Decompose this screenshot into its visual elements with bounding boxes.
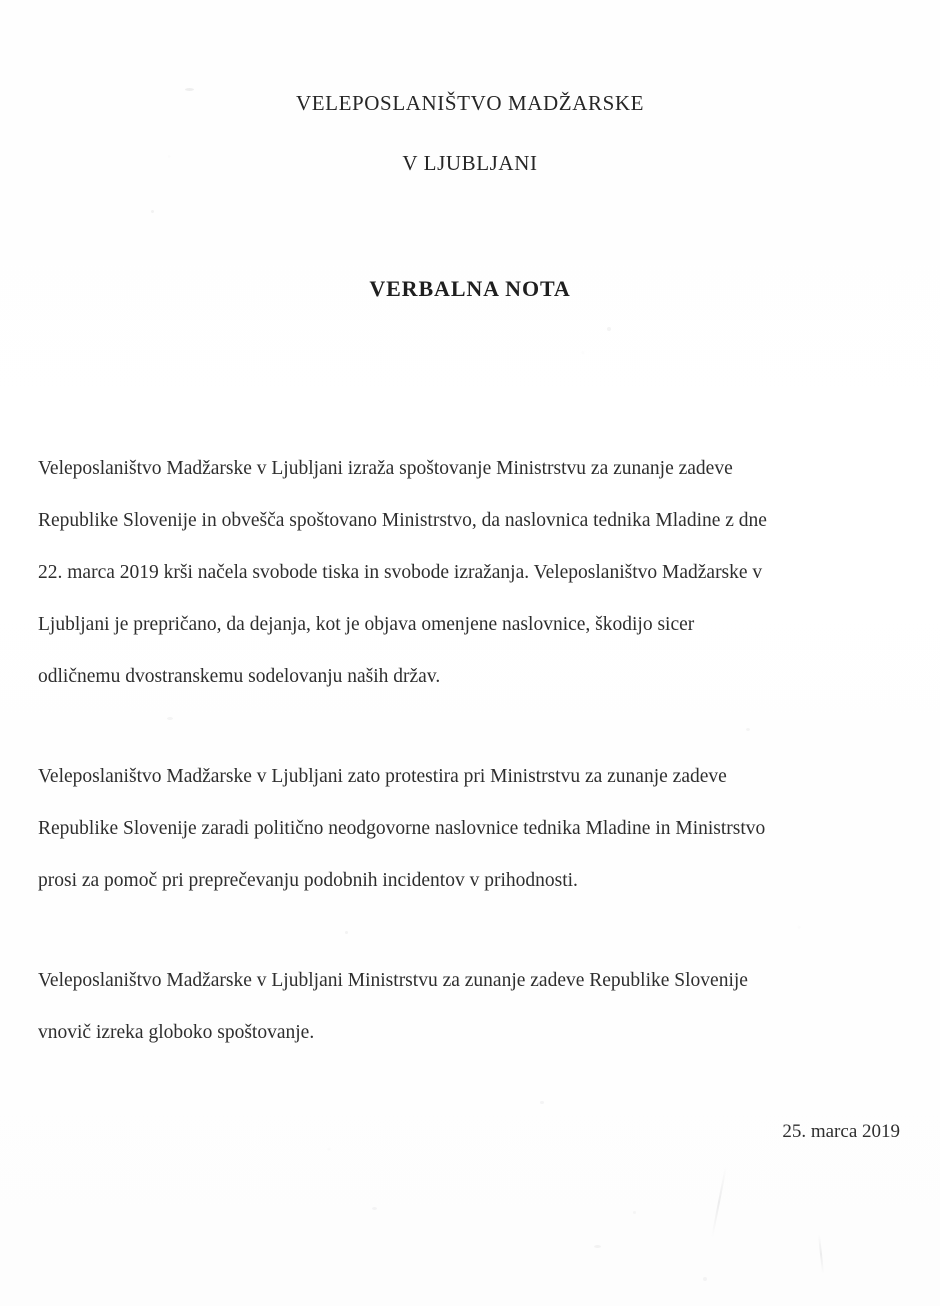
scan-speck	[372, 1207, 377, 1210]
text-line: Veleposlaništvo Madžarske v Ljubljani Ministrstvu za zunanje zadeve Republike Slovenije	[38, 970, 748, 991]
text-line: Veleposlaništvo Madžarske v Ljubljani izraža spoštovanje Ministrstvu za zunanje zadeve	[38, 458, 733, 479]
scan-speck	[594, 1245, 601, 1248]
scan-speck	[607, 327, 611, 331]
scan-speck	[151, 210, 154, 213]
scan-speck	[703, 1277, 707, 1281]
document-body	[38, 443, 902, 1059]
text-line: vnovič izreka globoko spoštovanje.	[38, 1022, 315, 1043]
text-line: Republike Slovenije in obvešča spoštovano Ministrstvo, da naslovnica tednika Mladine z dne	[38, 510, 767, 531]
text-line: Ljubljani je prepričano, da dejanja, kot je objava omenjene naslovnice, škodijo sicer	[38, 614, 695, 635]
scan-streak	[818, 1234, 824, 1274]
paragraph-3	[38, 955, 902, 1059]
document-date: 25. marca 2019	[782, 1121, 900, 1142]
scan-speck	[185, 88, 194, 91]
scan-speck	[540, 1101, 544, 1104]
letterhead	[0, 93, 940, 174]
paragraph-1	[38, 443, 902, 703]
paragraph-2	[38, 751, 902, 907]
text-line: Republike Slovenije zaradi politično neodgovorne naslovnice tednika Mladine in Ministrstvo	[38, 818, 766, 839]
scan-speck	[633, 1211, 636, 1214]
text-line: prosi za pomoč pri preprečevanju podobnih incidentov v prihodnosti.	[38, 870, 578, 891]
text-line: Veleposlaništvo Madžarske v Ljubljani zato protestira pri Ministrstvu za zunanje zadeve	[38, 766, 727, 787]
document-title: VERBALNA NOTA	[369, 276, 571, 301]
letterhead-line-2: V LJUBLJANI	[402, 151, 538, 175]
scan-streak	[711, 1166, 727, 1237]
text-line: 22. marca 2019 krši načela svobode tiska in svobode izražanja. Veleposlaništvo Madžarske v	[38, 562, 763, 583]
text-line: odličnemu dvostranskemu sodelovanju naših držav.	[38, 666, 441, 687]
letterhead-line-1: VELEPOSLANIŠTVO MADŽARSKE	[295, 91, 645, 115]
